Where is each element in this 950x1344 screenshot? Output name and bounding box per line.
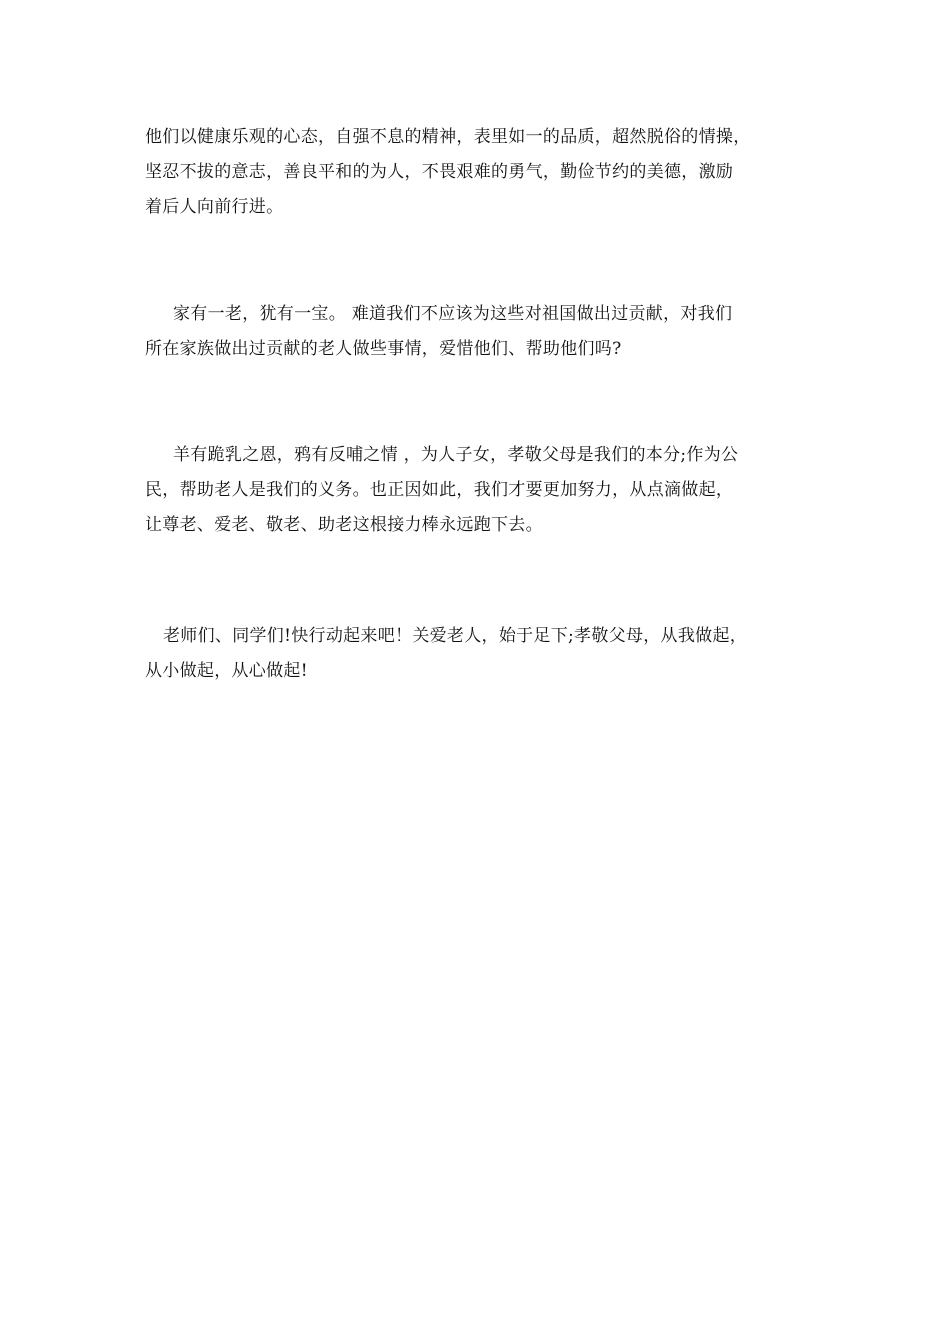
paragraph-2 <box>145 297 810 367</box>
paragraph-4 <box>145 619 810 689</box>
paragraph-1 <box>145 120 810 225</box>
paragraph-line: 坚忍不拔的意志，善良平和的为人，不畏艰难的勇气，勤俭节约的美德，激励 <box>145 162 734 182</box>
paragraph-line: 让尊老、爱老、敬老、助老这根接力棒永远跑下去。 <box>145 515 543 535</box>
paragraph-line: 从小做起，从心做起! <box>145 661 308 681</box>
paragraph-line: 他们以健康乐观的心态，自强不息的精神，表里如一的品质，超然脱俗的情操， <box>145 127 751 147</box>
paragraph-line: 家有一老，犹有一宝。 难道我们不应该为这些对祖国做出过贡献，对我们 <box>173 304 733 324</box>
paragraph-line: 民，帮助老人是我们的义务。也正因如此，我们才要更加努力，从点滴做起， <box>145 480 734 500</box>
paragraph-3 <box>145 438 810 543</box>
paragraph-line: 羊有跪乳之恩，鸦有反哺之情 ，为人子女，孝敬父母是我们的本分;作为公 <box>173 445 739 465</box>
paragraph-line: 所在家族做出过贡献的老人做些事情，爱惜他们、帮助他们吗? <box>145 339 622 359</box>
paragraph-line: 着后人向前行进。 <box>145 197 284 217</box>
paragraph-line: 老师们、同学们!快行动起来吧！关爱老人，始于足下;孝敬父母，从我做起， <box>163 626 748 646</box>
